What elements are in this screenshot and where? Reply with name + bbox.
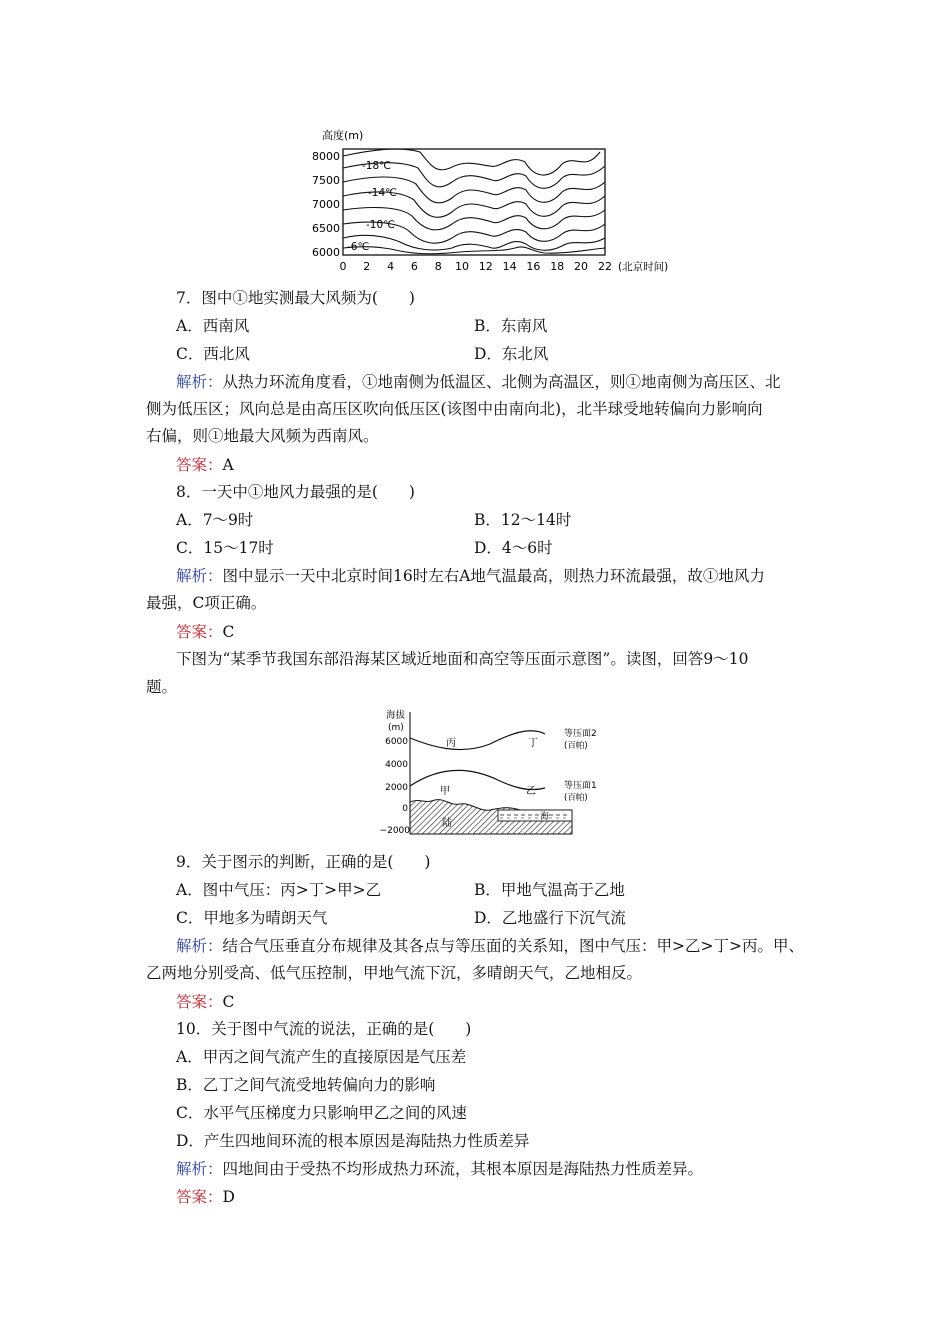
q10-answer-value: D [222,1188,235,1206]
fig1-xtick: 10 [455,260,469,273]
figure-isotherm-chart [300,124,690,276]
q8-analysis-line-1 [176,566,765,586]
q9-option-b: B．甲地气温高于乙地 [474,881,625,899]
fig2-ytick: 2000 [385,783,408,793]
q9-option-c: C．甲地多为晴朗天气 [176,909,328,927]
fig1-xtick: 4 [387,260,395,273]
q10-analysis-text-1: 四地间由于受热不均形成热力环流，其根本原因是海陆热力性质差异。 [222,1160,704,1178]
isotherm-chart-svg [300,124,690,276]
q10-answer [176,1187,235,1207]
fig1-xtick: 0 [339,260,347,273]
intro-line-1: 下图为“某季节我国东部沿海某区域近地面和高空等压面示意图”。读图，回答9～10 [176,650,749,668]
isobar-surface-2 [410,731,545,750]
q9-option-d: D．乙地盛行下沉气流 [474,909,626,927]
fig1-xtick: 16 [526,260,541,273]
isobar1-label: 等压面1 [564,781,597,791]
fig1-xtick: 8 [434,260,442,273]
figure-isobaric-diagram [380,706,610,840]
fig1-ytick: 7000 [312,198,340,211]
q10-option-c: C．水平气压梯度力只影响甲乙之间的风速 [176,1104,467,1122]
q8-option-b: B．12～14时 [474,511,572,529]
q8-option-a: A．7～9时 [176,511,254,529]
fig2-ytick: 4000 [385,760,408,770]
q10-option-a: A．甲丙之间气流产生的直接原因是气压差 [176,1048,467,1066]
q7-stem: 7．图中①地实测最大风频为( ) [176,289,415,307]
sea-label: 海 [540,812,550,822]
fig2-ylabel: 海拔 [386,710,406,721]
fig1-xtick: 18 [550,260,565,273]
point-bing: 丙 [446,738,456,749]
isotherm-label: -10℃ [366,219,395,231]
point-ding: 丁 [528,738,538,749]
point-yi: 乙 [526,786,536,797]
fig2-ytick: 0 [402,804,408,814]
analysis-label: 解析： [176,567,223,585]
fig1-xtick: 6 [410,260,418,273]
q9-analysis-line-1 [176,936,804,956]
fig2-ytick: 6000 [385,737,408,747]
fig1-xtick: 22 [598,260,612,273]
sea-water [498,810,572,821]
q8-stem: 8．一天中①地风力最强的是( ) [176,483,415,501]
q8-answer [176,622,234,642]
fig1-ytick: 7500 [312,174,340,187]
isobar2-label: 等压面2 [564,729,597,739]
fig1-xtick: 20 [574,260,588,273]
fig1-ytick: 8000 [312,150,340,163]
fig1-ytick: 6500 [312,222,340,235]
isobar1-unit: (百帕) [564,793,588,803]
q7-analysis-line-3: 右偏，则①地最大风频为西南风。 [146,427,379,445]
q9-option-a: A．图中气压：丙>丁>甲>乙 [176,881,382,899]
q8-analysis-text-1: 图中显示一天中北京时间16时左右A地气温最高，则热力环流最强，故①地风力 [222,567,765,585]
fig1-xtick: 2 [363,260,371,273]
isobaric-diagram-svg [380,706,610,840]
q9-answer-value: C [222,993,235,1011]
q10-stem: 10．关于图中气流的说法，正确的是( ) [176,1020,472,1038]
fig2-yticks [380,737,410,836]
fig2-ytick: −2000 [380,826,410,836]
q10-option-d: D．产生四地间环流的根本原因是海陆热力性质差异 [176,1132,530,1150]
fig2-yunit: (m) [388,723,404,733]
isotherm-label: -18℃ [362,160,391,172]
point-jia: 甲 [440,786,450,797]
q8-option-d: D．4～6时 [474,539,553,557]
q8-option-c: C．15～17时 [176,539,274,557]
isobar2-unit: (百帕) [564,741,588,751]
q7-option-a: A．西南风 [176,317,250,335]
q9-analysis-line-2: 乙两地分别受高、低气压控制，甲地气流下沉，多晴朗天气，乙地相反。 [146,964,643,982]
fig1-xunit: (北京时间) [618,261,669,273]
fig1-ytick: 6000 [312,246,340,259]
isotherm-label: -14℃ [368,187,397,199]
q10-analysis-line-1 [176,1159,703,1179]
fig1-xticks [340,260,613,273]
q9-analysis-text-1: 结合气压垂直分布规律及其各点与等压面的关系知，图中气压：甲>乙>丁>丙。甲、 [222,937,804,955]
q7-analysis-line-2: 侧为低压区；风向总是由高压区吹向低压区(该图中由南向北)，北半球受地转偏向力影响向 [146,400,763,418]
q7-option-d: D．东北风 [474,345,549,363]
answer-label: 答案： [176,623,223,641]
answer-label: 答案： [176,1188,223,1206]
q7-answer [176,455,234,475]
land-label: 陆 [442,818,452,829]
intro-line-2: 题。 [146,678,178,696]
q9-stem: 9．关于图示的判断，正确的是( ) [176,853,431,871]
q10-option-b: B．乙丁之间气流受地转偏向力的影响 [176,1076,436,1094]
q9-answer [176,992,234,1012]
q7-analysis-line-1 [176,372,781,392]
fig1-xtick: 14 [502,260,517,273]
q8-answer-value: C [222,623,235,641]
q7-answer-value: A [222,456,234,474]
q8-analysis-line-2: 最强，C项正确。 [146,594,267,612]
q7-option-b: B．东南风 [474,317,548,335]
analysis-label: 解析： [176,937,223,955]
fig1-xtick: 12 [478,260,493,273]
q7-analysis-text-1: 从热力环流角度看，①地南侧为低温区、北侧为高温区，则①地南侧为高压区、北 [222,373,781,391]
analysis-label: 解析： [176,373,223,391]
answer-label: 答案： [176,456,223,474]
analysis-label: 解析： [176,1160,223,1178]
q7-option-c: C．西北风 [176,345,250,363]
isotherm-label: -6℃ [347,241,370,253]
isobar-surface-1 [410,770,545,789]
answer-label: 答案： [176,993,223,1011]
fig1-ylabel: 高度(m) [322,129,364,142]
isotherm-line [343,247,605,254]
